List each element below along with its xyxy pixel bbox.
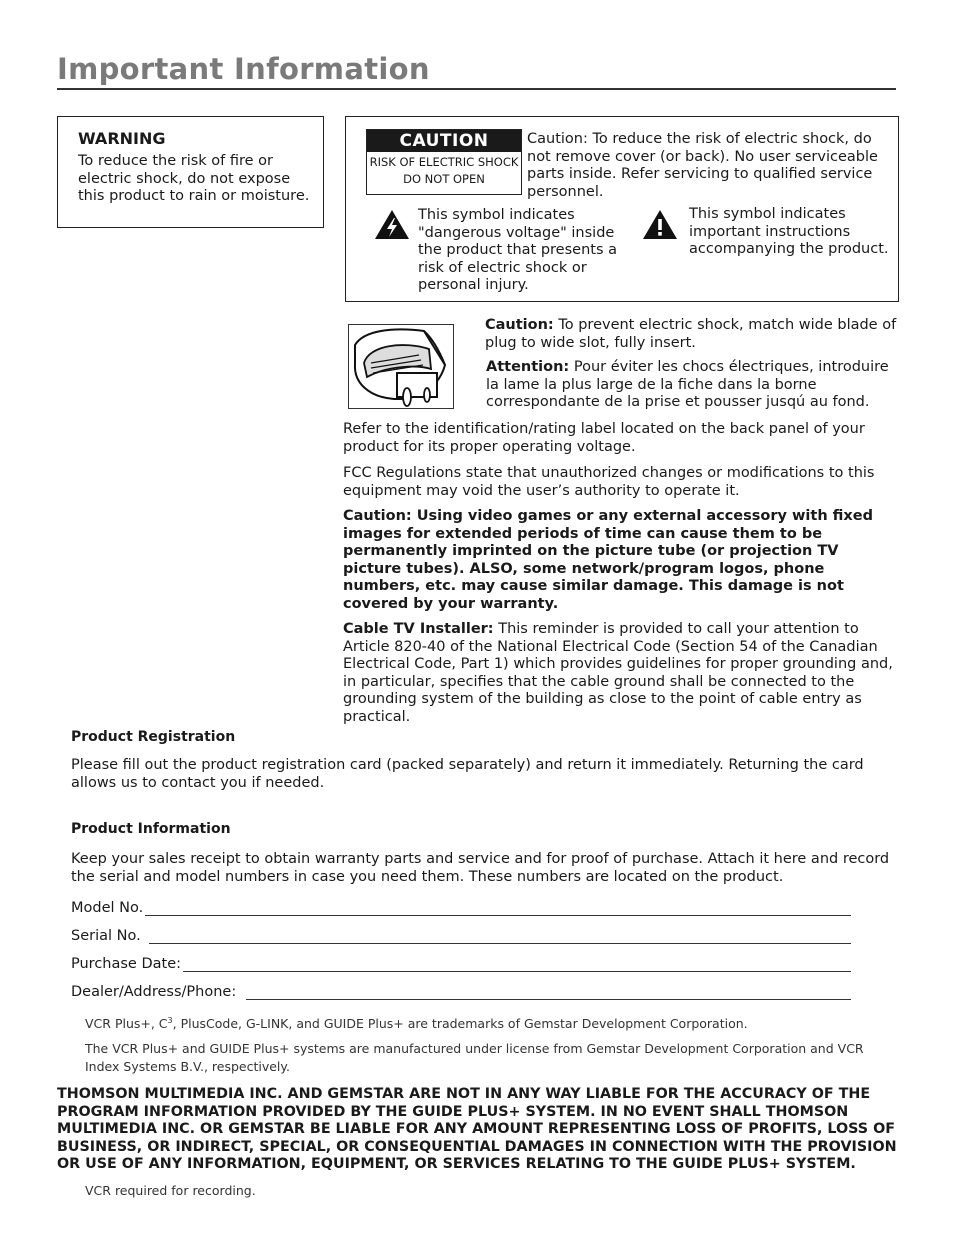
burn-in-caution: Caution: Using video games or any external accessory with fixed images for extended periods of time can cause them to be permanently imprinted on the picture tube (or projection TV picture tubes). ALSO, some network/program logos, phone numbers, etc. may cause similar damage. This damage is not covered by your warranty. bbox=[343, 508, 874, 612]
registration-text: Please fill out the product registration card (packed separately) and return it immediately. Returning the card allows us to contact you if needed. bbox=[71, 757, 864, 791]
symbol1-text: This symbol indicates "dangerous voltage" inside the product that presents a risk of electric shock or personal injury. bbox=[418, 207, 618, 293]
serial-no-line bbox=[149, 930, 851, 944]
registration-heading: Product Registration bbox=[71, 729, 236, 745]
caution-label-line1: RISK OF ELECTRIC SHOCK bbox=[369, 155, 519, 169]
caution-text: Caution: To reduce the risk of electric shock, do not remove cover (or back). No user serviceable parts inside. Refer servicing to qualified service personnel. bbox=[527, 131, 878, 200]
exclamation-triangle-icon bbox=[642, 209, 678, 240]
polarized-plug-icon bbox=[348, 324, 454, 409]
dealer-label: Dealer/Address/Phone: bbox=[71, 984, 237, 1000]
plug-caution bbox=[485, 317, 897, 352]
model-no-field[interactable] bbox=[71, 900, 851, 916]
model-no-line bbox=[145, 902, 851, 916]
page-title: Important Information bbox=[57, 52, 430, 86]
title-rule bbox=[57, 88, 896, 90]
symbol2-text: This symbol indicates important instructions accompanying the product. bbox=[689, 206, 889, 257]
warning-title: WARNING bbox=[78, 129, 166, 148]
model-no-label: Model No. bbox=[71, 900, 144, 916]
fcc-text: FCC Regulations state that unauthorized changes or modifications to this equipment may void the user’s authority to operate it. bbox=[343, 465, 875, 499]
caution-label-head: CAUTION bbox=[367, 130, 521, 152]
caution-box bbox=[345, 116, 899, 302]
purchase-date-field[interactable] bbox=[71, 956, 851, 972]
serial-no-label: Serial No. bbox=[71, 928, 141, 944]
rating-label-text: Refer to the identification/rating label located on the back panel of your product for its proper operating voltage. bbox=[343, 421, 865, 455]
purchase-date-line bbox=[183, 958, 851, 972]
plug-attention-lead: Attention: bbox=[486, 359, 570, 375]
plug-caution-text: To prevent electric shock, match wide blade of plug to wide slot, fully insert. bbox=[485, 317, 897, 351]
serial-no-field[interactable] bbox=[71, 928, 851, 944]
plug-caution-lead: Caution: bbox=[485, 317, 554, 333]
caution-label bbox=[366, 129, 522, 195]
warning-box bbox=[57, 116, 324, 228]
vcr-required-text: VCR required for recording. bbox=[85, 1183, 256, 1198]
warning-text: To reduce the risk of fire or electric shock, do not expose this product to rain or moisture. bbox=[78, 153, 310, 204]
plug-attention-text: Pour éviter les chocs électriques, introduire la lame la plus large de la fiche dans la borne correspondante de la prise et pousser jusqú au fond. bbox=[486, 359, 889, 410]
dealer-line bbox=[246, 986, 851, 1000]
lightning-triangle-icon bbox=[374, 209, 410, 240]
license-text: The VCR Plus+ and GUIDE Plus+ systems are manufactured under license from Gemstar Development Corporation and VCR Index Systems B.V., respectively. bbox=[85, 1041, 864, 1074]
information-text: Keep your sales receipt to obtain warranty parts and service and for proof of purchase. Attach it here and record the serial and model numbers in case you need them. These numbers are located on the product. bbox=[71, 851, 890, 885]
cable-installer-lead: Cable TV Installer: bbox=[343, 621, 494, 637]
trademarks-text bbox=[85, 1012, 885, 1033]
information-heading: Product Information bbox=[71, 821, 231, 837]
cable-installer-text: This reminder is provided to call your attention to Article 820-40 of the National Electrical Code (Section 54 of the Canadian Electrical Code, Part 1) which provides guidelines for proper grounding and, in particular, specifies that the cable ground shall be connected to the grounding system of the building as close to the point of cable entry as practical. bbox=[343, 621, 893, 725]
cable-installer bbox=[343, 621, 899, 726]
trademarks-pre: VCR Plus+, C bbox=[85, 1016, 168, 1032]
disclaimer-text: THOMSON MULTIMEDIA INC. AND GEMSTAR ARE NOT IN ANY WAY LIABLE FOR THE ACCURACY OF THE PROGRAM INFORMATION PROVIDED BY THE GUIDE PLUS+ SYSTEM. IN NO EVENT SHALL THOMSON MULTIMEDIA INC. OR GEMSTAR BE LIABLE FOR ANY AMOUNT REPRESENTING LOSS OF PROFITS, LOSS OF BUSINESS, OR INDIRECT, SPECIAL, OR CONSEQUENTIAL DAMAGES IN CONNECTION WITH THE PROVISION OR USE OF ANY INFORMATION, EQUIPMENT, OR SERVICES RELATING TO THE GUIDE PLUS+ SYSTEM. bbox=[57, 1086, 897, 1172]
plug-attention bbox=[486, 359, 898, 412]
purchase-date-label: Purchase Date: bbox=[71, 956, 181, 972]
dealer-field[interactable] bbox=[71, 984, 851, 1000]
trademarks-post: , PlusCode, G-LINK, and GUIDE Plus+ are trademarks of Gemstar Development Corporation. bbox=[172, 1016, 748, 1032]
caution-label-line2: DO NOT OPEN bbox=[403, 172, 485, 186]
trademarks-sup: 3 bbox=[167, 1016, 173, 1025]
